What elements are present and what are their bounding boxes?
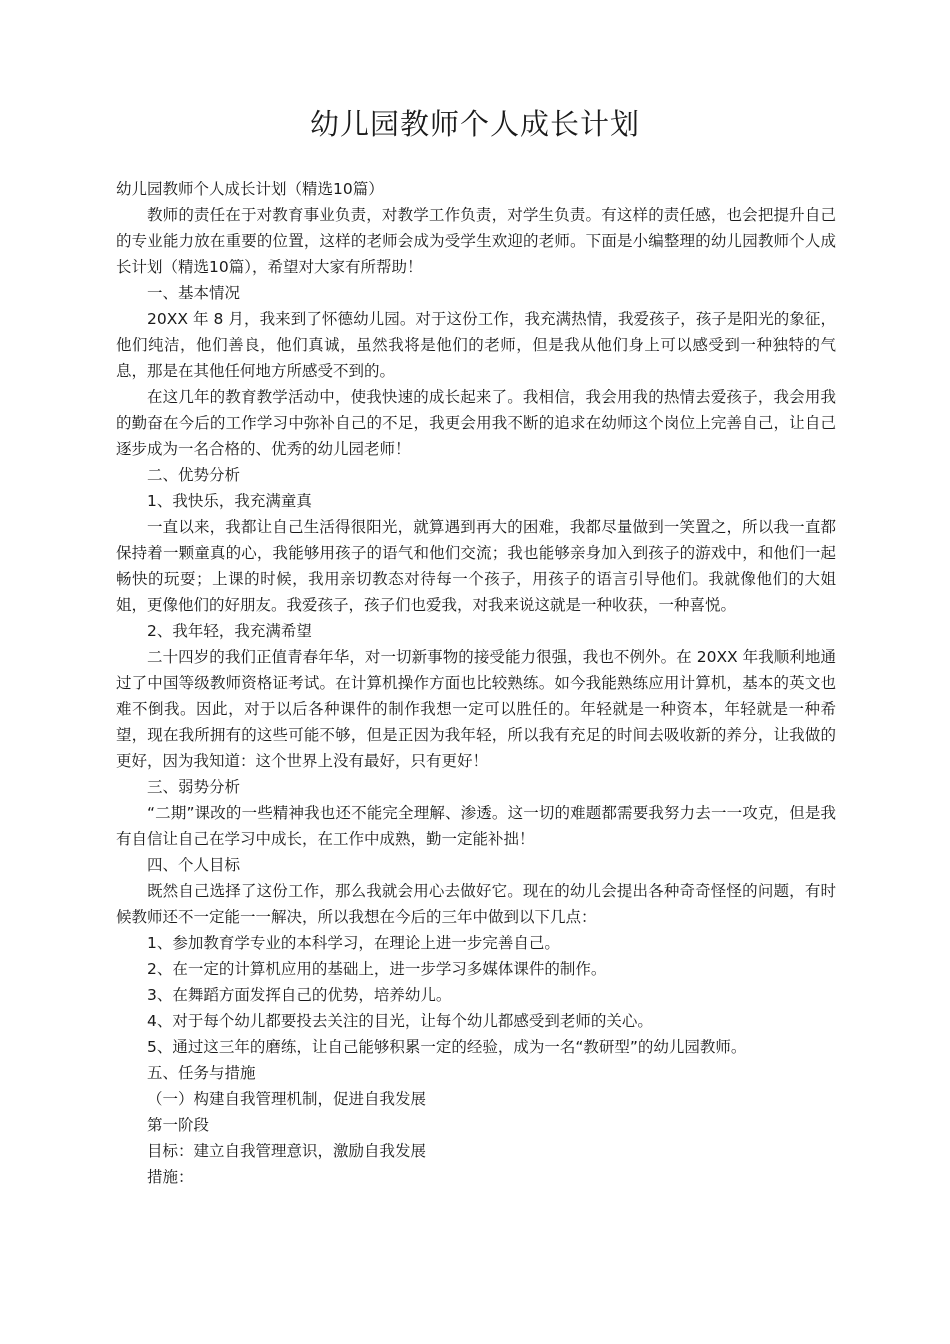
paragraph: 20XX 年 8 月，我来到了怀德幼儿园。对于这份工作，我充满热情，我爱孩子，孩子是阳光的象征，他们纯洁，他们善良，他们真诚，虽然我将是他们的老师，但是我从他们身上可以感受到一种独特的气息，那是在其他任何地方所感受不到的。	[116, 310, 836, 380]
paragraph: 三、弱势分析	[147, 778, 241, 796]
paragraph: 措施：	[147, 1168, 194, 1186]
paragraph: 目标：建立自我管理意识，激励自我发展	[147, 1142, 427, 1160]
paragraph: （一）构建自我管理机制，促进自我发展	[147, 1090, 427, 1108]
paragraph: 5、通过这三年的磨练，让自己能够积累一定的经验，成为一名“教研型”的幼儿园教师。	[147, 1038, 747, 1056]
paragraph: 教师的责任在于对教育事业负责，对教学工作负责，对学生负责。有这样的责任感，也会把提升自己的专业能力放在重要的位置，这样的老师会成为受学生欢迎的老师。下面是小编整理的幼儿园教师个人成长计划（精选10篇），希望对大家有所帮助！	[116, 206, 836, 276]
paragraph: 2、在一定的计算机应用的基础上，进一步学习多媒体课件的制作。	[147, 960, 607, 978]
document-subtitle: 幼儿园教师个人成长计划（精选10篇）	[116, 180, 384, 198]
paragraph: 一、基本情况	[147, 284, 241, 302]
paragraph: 1、参加教育学专业的本科学习，在理论上进一步完善自己。	[147, 934, 560, 952]
paragraph: 第一阶段	[147, 1116, 210, 1134]
paragraph: 4、对于每个幼儿都要投去关注的目光，让每个幼儿都感受到老师的关心。	[147, 1012, 653, 1030]
paragraph: 二、优势分析	[147, 466, 241, 484]
paragraph: 四、个人目标	[147, 856, 241, 874]
paragraph: 1、我快乐，我充满童真	[147, 492, 312, 510]
document-body	[116, 176, 836, 1190]
paragraph: “二期”课改的一些精神我也还不能完全理解、渗透。这一切的难题都需要我努力去一一攻克，但是我有自信让自己在学习中成长，在工作中成熟，勤一定能补拙！	[116, 804, 836, 848]
paragraph: 二十四岁的我们正值青春年华，对一切新事物的接受能力很强，我也不例外。在 20XX 年我顺利地通过了中国等级教师资格证考试。在计算机操作方面也比较熟练。如今我能熟练应用计算机，基本的英文也难不倒我。因此，对于以后各种课件的制作我想一定可以胜任的。年轻就是一种资本，年轻就是一种希望，现在我所拥有的这些可能不够，但是正因为我年轻，所以我有充足的时间去吸收新的养分，让我做的更好，因为我知道：这个世界上没有最好，只有更好！	[116, 648, 836, 770]
paragraph: 既然自己选择了这份工作，那么我就会用心去做好它。现在的幼儿会提出各种奇奇怪怪的问题，有时候教师还不一定能一一解决，所以我想在今后的三年中做到以下几点：	[116, 882, 836, 926]
paragraph: 在这几年的教育教学活动中，使我快速的成长起来了。我相信，我会用我的热情去爱孩子，我会用我的勤奋在今后的工作学习中弥补自己的不足，我更会用我不断的追求在幼师这个岗位上完善自己，让自己逐步成为一名合格的、优秀的幼儿园老师！	[116, 388, 836, 458]
paragraph: 3、在舞蹈方面发挥自己的优势，培养幼儿。	[147, 986, 452, 1004]
document-title: 幼儿园教师个人成长计划	[309, 107, 640, 141]
paragraph: 一直以来，我都让自己生活得很阳光，就算遇到再大的困难，我都尽量做到一笑置之，所以我一直都保持着一颗童真的心，我能够用孩子的语气和他们交流；我也能够亲身加入到孩子的游戏中，和他们一起畅快的玩耍；上课的时候，我用亲切教态对待每一个孩子，用孩子的语言引导他们。我就像他们的大姐姐，更像他们的好朋友。我爱孩子，孩子们也爱我，对我来说这就是一种收获，一种喜悦。	[116, 518, 836, 614]
paragraph: 2、我年轻，我充满希望	[147, 622, 312, 640]
paragraph: 五、任务与措施	[147, 1064, 256, 1082]
